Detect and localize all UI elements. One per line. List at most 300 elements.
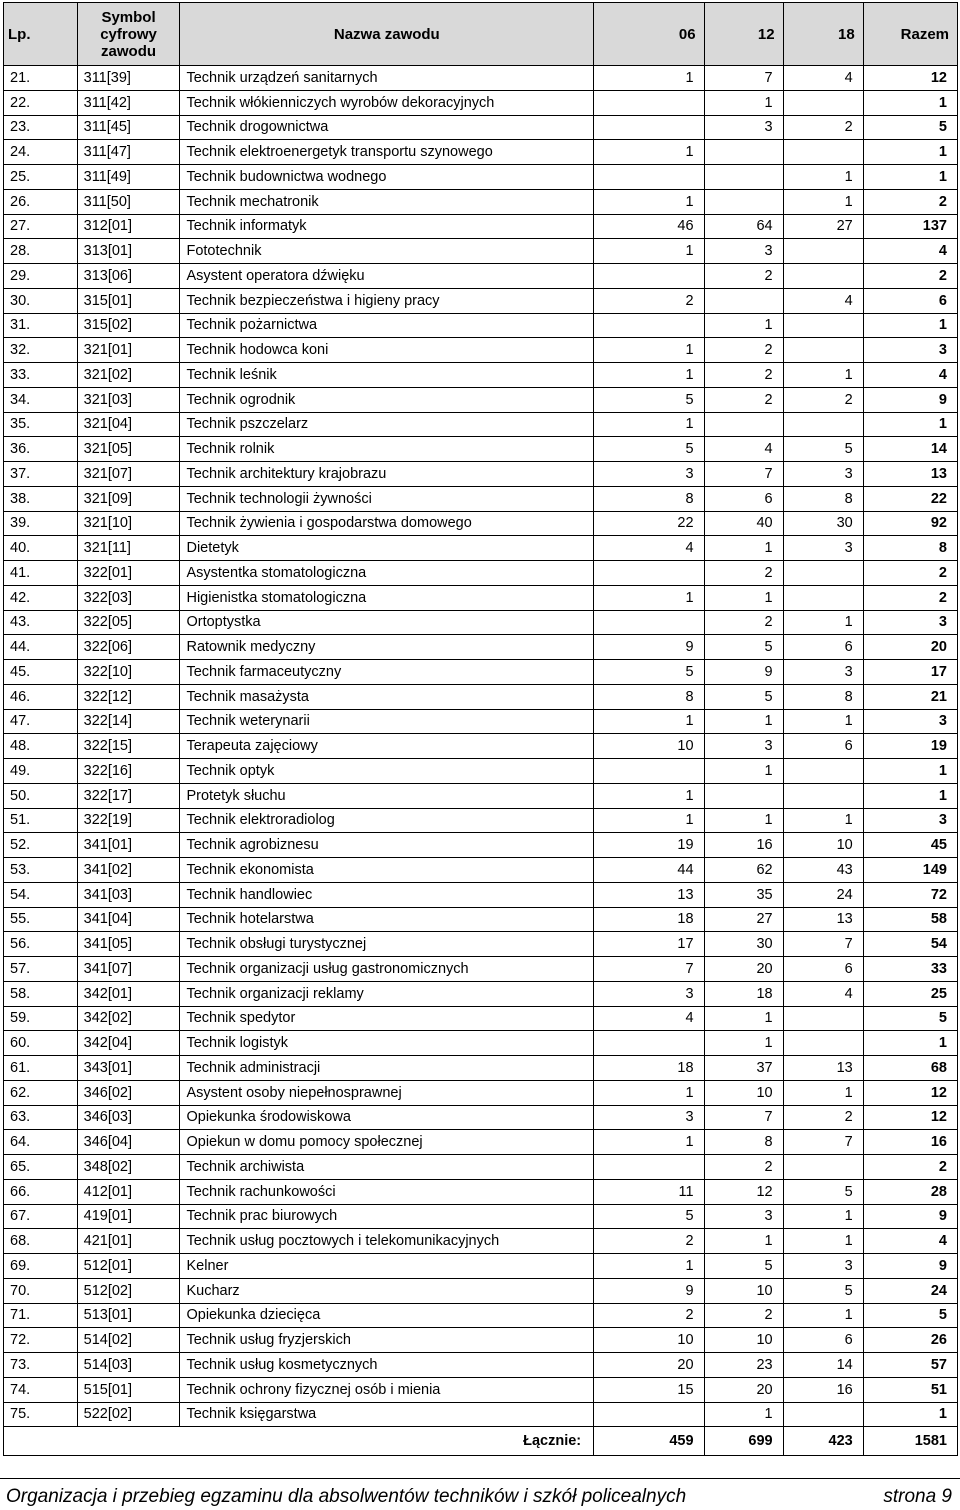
table-row (4, 957, 958, 982)
row-06: 3 (594, 981, 704, 1006)
row-razem: 1 (863, 1402, 957, 1427)
row-12: 1 (704, 709, 783, 734)
row-lp: 36. (4, 437, 78, 462)
row-symbol: 311[49] (77, 165, 180, 190)
row-symbol: 321[02] (77, 363, 180, 388)
table-row (4, 1278, 958, 1303)
row-symbol: 322[10] (77, 660, 180, 685)
row-symbol: 348[02] (77, 1155, 180, 1180)
row-12: 10 (704, 1080, 783, 1105)
row-symbol: 322[19] (77, 808, 180, 833)
row-12: 40 (704, 511, 783, 536)
row-18: 8 (783, 684, 863, 709)
row-12: 23 (704, 1353, 783, 1378)
row-name: Technik farmaceutyczny (180, 660, 594, 685)
row-lp: 39. (4, 511, 78, 536)
row-name: Technik informatyk (180, 214, 594, 239)
table-row (4, 907, 958, 932)
row-12: 10 (704, 1328, 783, 1353)
table-row (4, 858, 958, 883)
row-lp: 59. (4, 1006, 78, 1031)
row-18: 43 (783, 858, 863, 883)
row-razem: 20 (863, 635, 957, 660)
row-name: Asystentka stomatologiczna (180, 561, 594, 586)
row-razem: 13 (863, 462, 957, 487)
occupations-table (3, 2, 958, 1456)
row-12: 16 (704, 833, 783, 858)
row-name: Technik optyk (180, 759, 594, 784)
row-18: 1 (783, 363, 863, 388)
row-12: 62 (704, 858, 783, 883)
row-18: 27 (783, 214, 863, 239)
row-razem: 58 (863, 907, 957, 932)
row-name: Technik logistyk (180, 1031, 594, 1056)
row-lp: 33. (4, 363, 78, 388)
row-18: 13 (783, 907, 863, 932)
row-12: 8 (704, 1130, 783, 1155)
header-12: 12 (704, 3, 783, 66)
row-18: 1 (783, 709, 863, 734)
header-18: 18 (783, 3, 863, 66)
row-symbol: 313[01] (77, 239, 180, 264)
row-lp: 43. (4, 610, 78, 635)
table-row (4, 1328, 958, 1353)
row-06: 44 (594, 858, 704, 883)
row-razem: 8 (863, 536, 957, 561)
total-c12: 699 (704, 1427, 783, 1456)
row-name: Technik agrobiznesu (180, 833, 594, 858)
row-name: Technik obsługi turystycznej (180, 932, 594, 957)
row-name: Technik technologii żywności (180, 486, 594, 511)
row-12: 5 (704, 1254, 783, 1279)
table-row (4, 1031, 958, 1056)
header-symbol: Symbol cyfrowy zawodu (77, 3, 180, 66)
row-symbol: 322[06] (77, 635, 180, 660)
row-12: 20 (704, 957, 783, 982)
row-name: Asystent osoby niepełnosprawnej (180, 1080, 594, 1105)
row-lp: 62. (4, 1080, 78, 1105)
row-symbol: 322[12] (77, 684, 180, 709)
row-symbol: 311[47] (77, 140, 180, 165)
row-symbol: 312[01] (77, 214, 180, 239)
row-lp: 53. (4, 858, 78, 883)
table-row (4, 536, 958, 561)
row-12: 7 (704, 1105, 783, 1130)
table-row (4, 66, 958, 91)
row-lp: 27. (4, 214, 78, 239)
row-06: 10 (594, 734, 704, 759)
row-12: 9 (704, 660, 783, 685)
row-razem: 2 (863, 189, 957, 214)
row-06: 4 (594, 536, 704, 561)
row-lp: 50. (4, 783, 78, 808)
row-06 (594, 610, 704, 635)
row-razem: 149 (863, 858, 957, 883)
table-body (4, 66, 958, 1456)
table-header-row (4, 3, 958, 66)
row-12 (704, 165, 783, 190)
row-18: 1 (783, 165, 863, 190)
row-12: 30 (704, 932, 783, 957)
row-name: Ortoptystka (180, 610, 594, 635)
row-12: 2 (704, 363, 783, 388)
row-lp: 26. (4, 189, 78, 214)
table-row (4, 808, 958, 833)
row-symbol: 313[06] (77, 264, 180, 289)
row-symbol: 346[03] (77, 1105, 180, 1130)
row-symbol: 311[39] (77, 66, 180, 91)
table-row (4, 313, 958, 338)
row-symbol: 515[01] (77, 1377, 180, 1402)
table-row (4, 585, 958, 610)
table-row (4, 1353, 958, 1378)
row-name: Fototechnik (180, 239, 594, 264)
row-razem: 25 (863, 981, 957, 1006)
row-06: 1 (594, 1130, 704, 1155)
row-lp: 42. (4, 585, 78, 610)
row-symbol: 322[16] (77, 759, 180, 784)
row-18 (783, 90, 863, 115)
row-lp: 24. (4, 140, 78, 165)
row-12: 10 (704, 1278, 783, 1303)
row-18 (783, 264, 863, 289)
row-lp: 44. (4, 635, 78, 660)
row-name: Technik księgarstwa (180, 1402, 594, 1427)
row-name: Technik budownictwa wodnego (180, 165, 594, 190)
row-name: Technik leśnik (180, 363, 594, 388)
row-18: 14 (783, 1353, 863, 1378)
row-symbol: 311[50] (77, 189, 180, 214)
row-06: 5 (594, 660, 704, 685)
row-12: 3 (704, 115, 783, 140)
footer-title: Organizacja i przebieg egzaminu dla absolwentów techników i szkół policealnych (6, 1486, 687, 1507)
row-lp: 57. (4, 957, 78, 982)
row-name: Technik handlowiec (180, 882, 594, 907)
table-row (4, 239, 958, 264)
row-06: 18 (594, 1056, 704, 1081)
row-lp: 61. (4, 1056, 78, 1081)
row-razem: 72 (863, 882, 957, 907)
row-name: Technik ochrony fizycznej osób i mienia (180, 1377, 594, 1402)
row-name: Higienistka stomatologiczna (180, 585, 594, 610)
row-18: 30 (783, 511, 863, 536)
row-06: 1 (594, 412, 704, 437)
row-lp: 46. (4, 684, 78, 709)
row-18: 13 (783, 1056, 863, 1081)
row-18: 6 (783, 1328, 863, 1353)
row-razem: 33 (863, 957, 957, 982)
row-lp: 25. (4, 165, 78, 190)
row-18: 3 (783, 536, 863, 561)
row-name: Opiekun w domu pomocy społecznej (180, 1130, 594, 1155)
row-symbol: 341[05] (77, 932, 180, 957)
row-18: 2 (783, 115, 863, 140)
row-06: 5 (594, 387, 704, 412)
row-lp: 72. (4, 1328, 78, 1353)
row-lp: 30. (4, 288, 78, 313)
total-c18: 423 (783, 1427, 863, 1456)
row-06: 18 (594, 907, 704, 932)
row-12: 2 (704, 1303, 783, 1328)
row-06: 1 (594, 808, 704, 833)
row-12: 1 (704, 1006, 783, 1031)
row-06 (594, 165, 704, 190)
row-06: 8 (594, 684, 704, 709)
row-symbol: 346[04] (77, 1130, 180, 1155)
table-row (4, 610, 958, 635)
row-06: 15 (594, 1377, 704, 1402)
row-razem: 24 (863, 1278, 957, 1303)
row-lp: 70. (4, 1278, 78, 1303)
row-18: 24 (783, 882, 863, 907)
row-lp: 60. (4, 1031, 78, 1056)
table-row (4, 511, 958, 536)
row-razem: 26 (863, 1328, 957, 1353)
row-18: 3 (783, 660, 863, 685)
row-symbol: 346[02] (77, 1080, 180, 1105)
row-name: Technik rachunkowości (180, 1179, 594, 1204)
row-name: Technik spedytor (180, 1006, 594, 1031)
row-12: 1 (704, 1229, 783, 1254)
table-row (4, 932, 958, 957)
row-12: 2 (704, 264, 783, 289)
row-12: 1 (704, 313, 783, 338)
row-18: 1 (783, 610, 863, 635)
row-18 (783, 1031, 863, 1056)
row-razem: 137 (863, 214, 957, 239)
row-symbol: 321[01] (77, 338, 180, 363)
row-name: Technik usług pocztowych i telekomunikacyjnych (180, 1229, 594, 1254)
header-06: 06 (594, 3, 704, 66)
row-12: 3 (704, 734, 783, 759)
row-razem: 3 (863, 610, 957, 635)
table-row (4, 882, 958, 907)
row-18: 1 (783, 189, 863, 214)
row-name: Technik ogrodnik (180, 387, 594, 412)
row-18 (783, 412, 863, 437)
table-row (4, 660, 958, 685)
row-name: Technik usług kosmetycznych (180, 1353, 594, 1378)
row-razem: 12 (863, 1105, 957, 1130)
row-razem: 5 (863, 1006, 957, 1031)
table-row (4, 1402, 958, 1427)
table-row (4, 165, 958, 190)
table-row (4, 363, 958, 388)
table-row (4, 734, 958, 759)
row-18: 8 (783, 486, 863, 511)
row-lp: 22. (4, 90, 78, 115)
row-lp: 75. (4, 1402, 78, 1427)
row-name: Dietetyk (180, 536, 594, 561)
row-name: Technik urządzeń sanitarnych (180, 66, 594, 91)
row-18: 1 (783, 1080, 863, 1105)
row-12: 2 (704, 387, 783, 412)
row-name: Asystent operatora dźwięku (180, 264, 594, 289)
table-row (4, 115, 958, 140)
row-06: 20 (594, 1353, 704, 1378)
row-name: Technik organizacji reklamy (180, 981, 594, 1006)
row-symbol: 321[03] (77, 387, 180, 412)
row-name: Technik hotelarstwa (180, 907, 594, 932)
row-06: 1 (594, 363, 704, 388)
row-razem: 5 (863, 1303, 957, 1328)
row-lp: 52. (4, 833, 78, 858)
row-06: 2 (594, 288, 704, 313)
row-06 (594, 1031, 704, 1056)
row-symbol: 315[02] (77, 313, 180, 338)
row-razem: 9 (863, 1254, 957, 1279)
row-18: 10 (783, 833, 863, 858)
row-symbol: 513[01] (77, 1303, 180, 1328)
row-lp: 64. (4, 1130, 78, 1155)
row-lp: 47. (4, 709, 78, 734)
row-razem: 9 (863, 387, 957, 412)
row-18: 1 (783, 1204, 863, 1229)
row-06 (594, 90, 704, 115)
row-06 (594, 759, 704, 784)
row-12: 1 (704, 90, 783, 115)
row-06 (594, 1155, 704, 1180)
table-row (4, 1130, 958, 1155)
row-18: 5 (783, 1278, 863, 1303)
row-name: Technik masażysta (180, 684, 594, 709)
row-razem: 19 (863, 734, 957, 759)
row-lp: 68. (4, 1229, 78, 1254)
row-razem: 54 (863, 932, 957, 957)
row-lp: 67. (4, 1204, 78, 1229)
table-row (4, 189, 958, 214)
row-06: 1 (594, 189, 704, 214)
footer-page-number: strona 9 (883, 1486, 952, 1507)
row-06: 13 (594, 882, 704, 907)
table-row (4, 709, 958, 734)
row-symbol: 522[02] (77, 1402, 180, 1427)
row-18 (783, 783, 863, 808)
row-18: 4 (783, 981, 863, 1006)
row-lp: 21. (4, 66, 78, 91)
row-razem: 3 (863, 338, 957, 363)
row-razem: 3 (863, 808, 957, 833)
table-row (4, 783, 958, 808)
row-name: Kucharz (180, 1278, 594, 1303)
row-lp: 28. (4, 239, 78, 264)
total-c06: 459 (594, 1427, 704, 1456)
table-row (4, 1155, 958, 1180)
row-06: 1 (594, 140, 704, 165)
row-name: Technik włókienniczych wyrobów dekoracyjnych (180, 90, 594, 115)
table-row (4, 338, 958, 363)
table-row (4, 1006, 958, 1031)
row-12 (704, 783, 783, 808)
row-18: 7 (783, 932, 863, 957)
row-lp: 29. (4, 264, 78, 289)
row-18: 4 (783, 66, 863, 91)
row-symbol: 341[03] (77, 882, 180, 907)
row-18 (783, 1155, 863, 1180)
total-blank (4, 1427, 180, 1456)
row-12: 2 (704, 610, 783, 635)
row-razem: 4 (863, 363, 957, 388)
row-06: 17 (594, 932, 704, 957)
row-18 (783, 585, 863, 610)
row-06: 9 (594, 635, 704, 660)
row-lp: 54. (4, 882, 78, 907)
row-lp: 71. (4, 1303, 78, 1328)
row-12 (704, 288, 783, 313)
row-symbol: 342[02] (77, 1006, 180, 1031)
row-razem: 3 (863, 709, 957, 734)
row-12: 3 (704, 1204, 783, 1229)
row-lp: 38. (4, 486, 78, 511)
row-name: Protetyk słuchu (180, 783, 594, 808)
row-18: 4 (783, 288, 863, 313)
row-symbol: 514[02] (77, 1328, 180, 1353)
row-lp: 58. (4, 981, 78, 1006)
row-06 (594, 1402, 704, 1427)
row-12: 5 (704, 684, 783, 709)
row-razem: 45 (863, 833, 957, 858)
row-symbol: 311[42] (77, 90, 180, 115)
table-row (4, 288, 958, 313)
row-12: 64 (704, 214, 783, 239)
row-razem: 14 (863, 437, 957, 462)
row-18: 3 (783, 462, 863, 487)
row-lp: 69. (4, 1254, 78, 1279)
row-name: Technik żywienia i gospodarstwa domowego (180, 511, 594, 536)
row-razem: 4 (863, 1229, 957, 1254)
row-lp: 34. (4, 387, 78, 412)
row-18 (783, 140, 863, 165)
row-symbol: 341[04] (77, 907, 180, 932)
row-12 (704, 140, 783, 165)
row-razem: 2 (863, 1155, 957, 1180)
row-06: 10 (594, 1328, 704, 1353)
row-06: 3 (594, 1105, 704, 1130)
header-nazwa: Nazwa zawodu (180, 3, 594, 66)
row-name: Technik pożarnictwa (180, 313, 594, 338)
total-row (4, 1427, 958, 1456)
row-lp: 66. (4, 1179, 78, 1204)
row-12: 5 (704, 635, 783, 660)
row-06: 1 (594, 1254, 704, 1279)
row-18: 7 (783, 1130, 863, 1155)
row-12: 18 (704, 981, 783, 1006)
row-symbol: 321[11] (77, 536, 180, 561)
row-18: 6 (783, 957, 863, 982)
row-06: 1 (594, 783, 704, 808)
row-06: 8 (594, 486, 704, 511)
row-06: 1 (594, 1080, 704, 1105)
row-name: Technik weterynarii (180, 709, 594, 734)
row-name: Technik rolnik (180, 437, 594, 462)
row-18: 6 (783, 635, 863, 660)
row-06: 5 (594, 1204, 704, 1229)
row-18 (783, 1402, 863, 1427)
row-name: Technik organizacji usług gastronomicznych (180, 957, 594, 982)
row-razem: 5 (863, 115, 957, 140)
total-label: Łącznie: (180, 1427, 594, 1456)
row-symbol: 341[07] (77, 957, 180, 982)
row-name: Technik elektroradiolog (180, 808, 594, 833)
row-12: 1 (704, 1402, 783, 1427)
table-row (4, 1204, 958, 1229)
table-row (4, 635, 958, 660)
row-18 (783, 313, 863, 338)
row-18: 5 (783, 1179, 863, 1204)
row-name: Technik usług fryzjerskich (180, 1328, 594, 1353)
row-18 (783, 561, 863, 586)
row-razem: 2 (863, 585, 957, 610)
